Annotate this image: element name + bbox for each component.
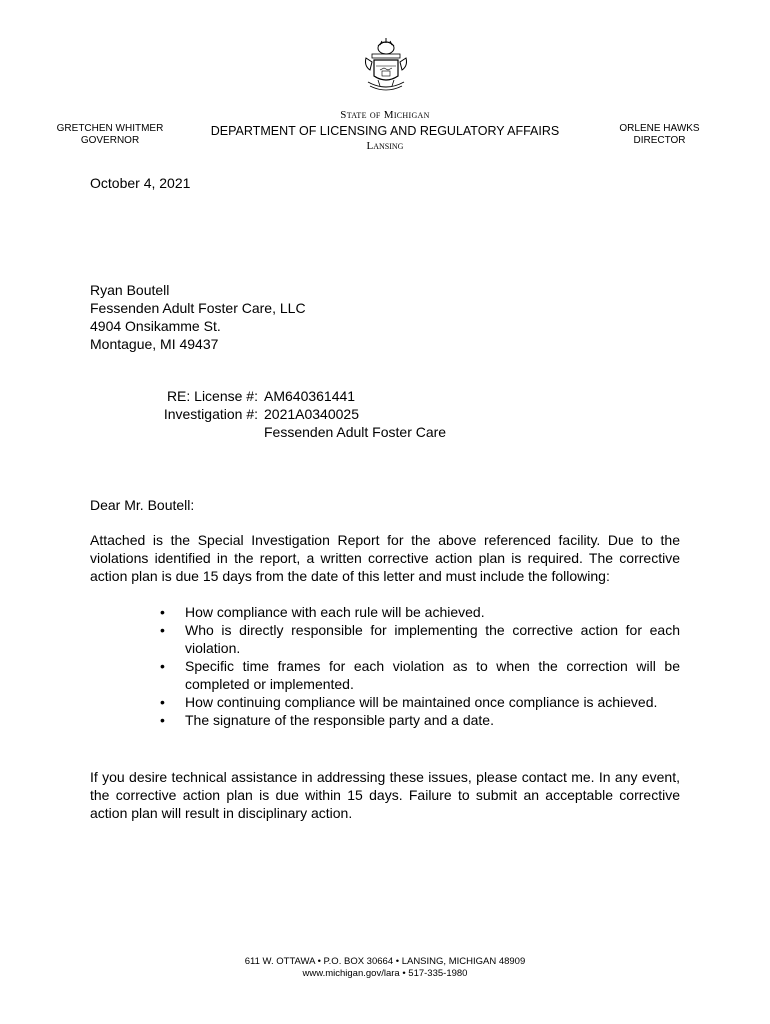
list-item: • Who is directly responsible for implementing the corrective action for each violation.	[158, 621, 680, 657]
list-item: • The signature of the responsible party and a date.	[158, 711, 680, 729]
governor-name: GRETCHEN WHITMER	[56, 123, 164, 134]
list-item: • How continuing compliance will be maintained once compliance is achieved.	[158, 693, 680, 711]
footer-line-address: 611 W. OTTAWA • P.O. BOX 30664 • LANSING, MICHIGAN 48909	[244, 956, 526, 967]
governor-block	[50, 123, 170, 147]
recipient-city: Montague, MI 49437	[90, 336, 219, 352]
letter-date: October 4, 2021	[90, 175, 191, 191]
director-block	[612, 123, 707, 147]
paragraph-closing: If you desire technical assistance in addressing these issues, please contact me. In any event, the corrective action plan is due within 15 days. Failure to submit an acceptable corrective action plan will result in disciplinary action.	[90, 769, 680, 821]
governor-title: GOVERNOR	[80, 135, 140, 146]
salutation: Dear Mr. Boutell:	[90, 497, 195, 513]
license-number: AM640361441	[264, 388, 356, 404]
list-item: • Specific time frames for each violation as to when the correction will be completed or implemented.	[158, 657, 680, 693]
director-title: DIRECTOR	[633, 135, 686, 146]
department-name: DEPARTMENT OF LICENSING AND REGULATORY AFFAIRS	[210, 124, 560, 138]
requirements-list	[158, 603, 680, 729]
list-item: • How compliance with each rule will be achieved.	[158, 603, 680, 621]
recipient-name: Ryan Boutell	[90, 282, 170, 298]
footer-address	[185, 956, 585, 980]
state-seal-icon	[358, 36, 414, 96]
recipient-address	[90, 281, 306, 353]
license-label: RE: License #:	[166, 388, 258, 404]
reference-block	[130, 387, 446, 441]
paragraph-intro: Attached is the Special Investigation Report for the above referenced facility. Due to the violations identified in the report, a written corrective action plan is required. The corrective action plan is due 15 days from the date of this letter and must include the following:	[90, 532, 680, 584]
footer-line-contact: www.michigan.gov/lara • 517-335-1980	[302, 968, 468, 979]
department-block	[195, 109, 575, 153]
investigation-number: 2021A0340025	[264, 406, 359, 422]
director-name: ORLENE HAWKS	[619, 123, 700, 134]
investigation-label: Investigation #:	[163, 406, 258, 422]
state-name: State of Michigan	[340, 109, 430, 121]
facility-label-spacer	[130, 423, 258, 441]
recipient-company: Fessenden Adult Foster Care, LLC	[90, 300, 306, 316]
facility-name: Fessenden Adult Foster Care	[264, 424, 447, 440]
recipient-street: 4904 Onsikamme St.	[90, 318, 221, 334]
city-name: Lansing	[366, 140, 404, 152]
